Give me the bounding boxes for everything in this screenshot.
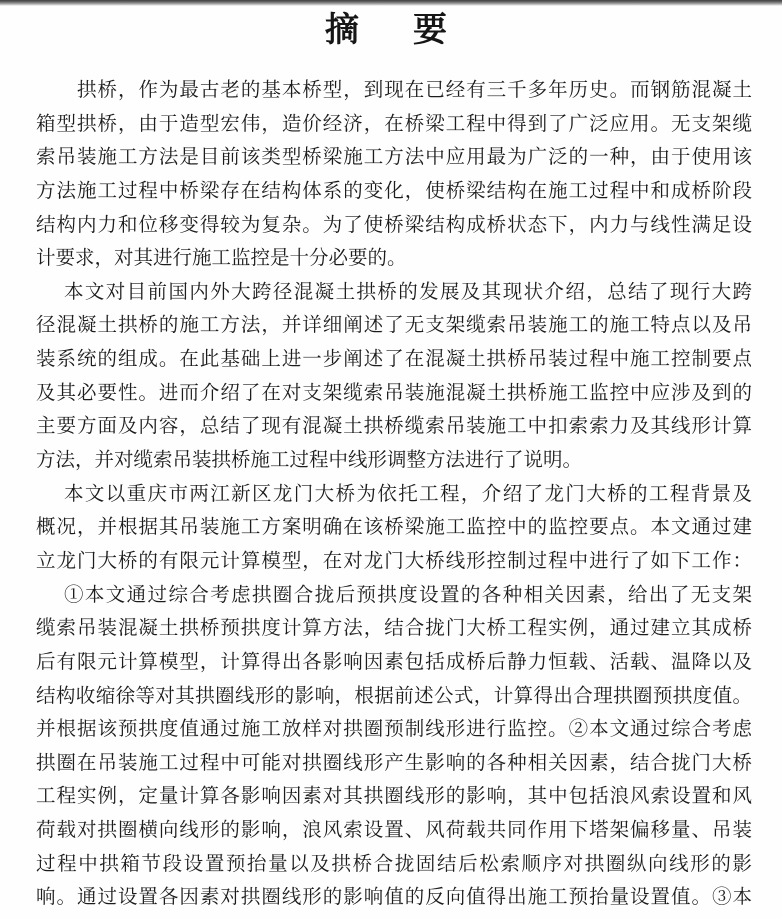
text-line: 后有限元计算模型，计算得出各影响因素包括成桥后静力恒载、活载、温降以及 bbox=[36, 651, 752, 673]
text-line: 缆索吊装混凝土拱桥预拱度计算方法，结合拢门大桥工程实例，通过建立其成桥 bbox=[36, 618, 752, 640]
text-line: 拱圈在吊装施工过程中可能对拱圈线形产生影响的各种相关因素，结合拢门大桥 bbox=[36, 752, 752, 774]
scan-edge-artifact bbox=[0, 0, 782, 6]
text-line: 径混凝土拱桥的施工方法，并详细阐述了无支架缆索吊装施工的施工特点以及吊 bbox=[36, 315, 752, 337]
page-title: 摘 要 bbox=[325, 12, 457, 49]
text-line: 索吊装施工方法是目前该类型桥梁施工方法中应用最为广泛的一种，由于使用该 bbox=[36, 147, 752, 169]
text-line: 荷载对拱圈横向线形的影响，浪风索设置、风荷载共同作用下塔架偏移量、吊装 bbox=[36, 820, 752, 842]
text-line: 拱桥，作为最古老的基本桥型，到现在已经有三千多年历史。而钢筋混凝土 bbox=[77, 80, 752, 101]
text-line: 本文对目前国内外大跨径混凝土拱桥的发展及其现状介绍，总结了现行大跨 bbox=[64, 281, 752, 303]
paragraph bbox=[36, 276, 752, 478]
paragraph bbox=[36, 478, 752, 579]
text-line: 过程中拱箱节段设置预抬量以及拱桥合拢固结后松索顺序对拱圈纵向线形的影 bbox=[36, 853, 752, 875]
text-line: 计要求，对其进行施工监控是十分必要的。 bbox=[36, 248, 407, 270]
text-line: ①本文通过综合考虑拱圈合拢后预拱度设置的各种相关因素，给出了无支架 bbox=[64, 584, 752, 606]
text-line: 方法，并对缆索吊装拱桥施工过程中线形调整方法进行了说明。 bbox=[36, 450, 583, 472]
text-line: 本文以重庆市两江新区龙门大桥为依托工程，介绍了龙门大桥的工程背景及 bbox=[64, 483, 752, 505]
paragraph bbox=[36, 74, 752, 276]
text-line: 并根据该预拱度值通过施工放样对拱圈预制线形进行监控。②本文通过综合考虑 bbox=[36, 719, 752, 741]
text-line: 及其必要性。进而介绍了在对支架缆索吊装施混凝土拱桥施工监控中应涉及到的 bbox=[36, 382, 752, 404]
text-line: 结构收缩徐等对其拱圈线形的影响，根据前述公式，计算得出合理拱圈预拱度值。 bbox=[36, 685, 752, 707]
text-line: 工程实例，定量计算各影响因素对其拱圈线形的影响，其中包括浪风索设置和风 bbox=[36, 786, 752, 808]
text-line: 响。通过设置各因素对拱圈线形的影响值的反向值得出施工预抬量设置值。③本 bbox=[36, 887, 752, 909]
text-line: 箱型拱桥，由于造型宏伟，造价经济，在桥梁工程中得到了广泛应用。无支架缆 bbox=[36, 113, 752, 135]
text-line: 装系统的组成。在此基础上进一步阐述了在混凝土拱桥吊装过程中施工控制要点 bbox=[36, 349, 752, 371]
abstract-body bbox=[36, 74, 752, 915]
text-line: 立龙门大桥的有限元计算模型，在对龙门大桥线形控制过程中进行了如下工作： bbox=[36, 550, 752, 572]
paragraph bbox=[36, 579, 752, 915]
text-line: 概况，并根据其吊装施工方案明确在该桥梁施工监控中的监控要点。本文通过建 bbox=[36, 517, 752, 539]
text-line: 结构内力和位移变得较为复杂。为了使桥梁结构成桥状态下，内力与线性满足设 bbox=[36, 214, 752, 236]
text-line: 主要方面及内容，总结了现有混凝土拱桥缆索吊装施工中扣索索力及其线形计算 bbox=[36, 416, 752, 438]
text-line: 方法施工过程中桥梁存在结构体系的变化，使桥梁结构在施工过程中和成桥阶段 bbox=[36, 180, 752, 202]
